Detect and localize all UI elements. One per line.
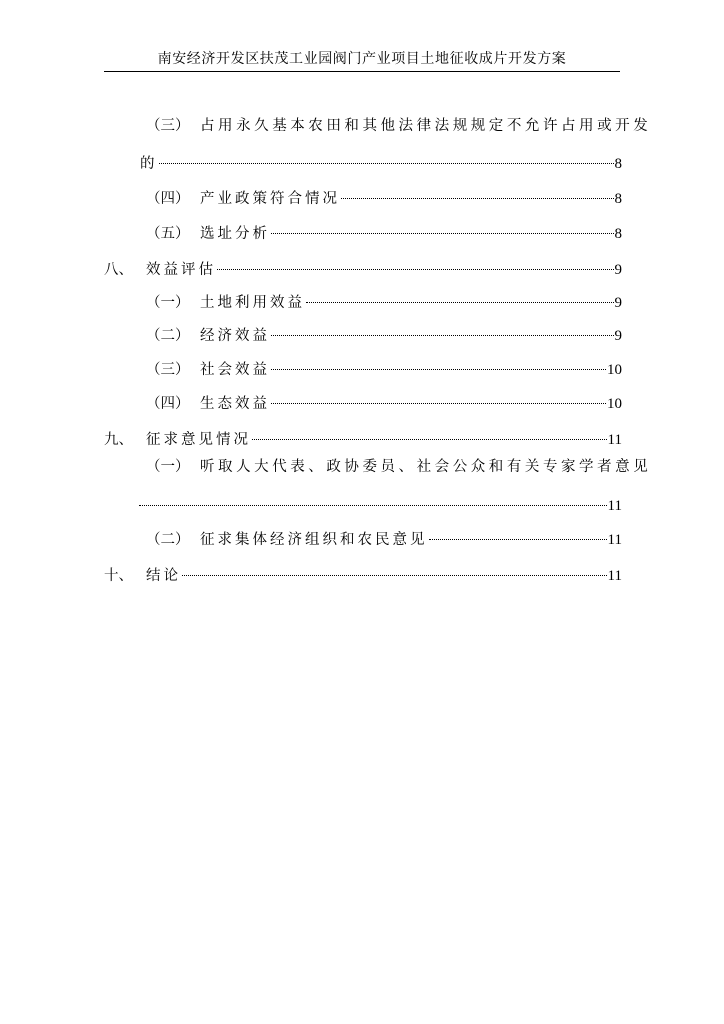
toc-entry-title: 效益评估 — [146, 262, 216, 278]
dot-leader — [271, 354, 606, 374]
toc-entry-8-3[interactable] — [146, 354, 622, 380]
toc-entry-number: 八、 — [104, 262, 133, 278]
toc-entry-7-5[interactable] — [146, 218, 622, 244]
dot-leader — [182, 560, 607, 580]
toc-page-number: 9 — [614, 295, 622, 311]
toc-entry-8-1[interactable] — [146, 287, 622, 313]
toc-entry-title-continued: 的 — [140, 156, 158, 172]
toc-page-number: 11 — [607, 568, 622, 584]
toc-page-number: 8 — [614, 226, 622, 242]
toc-entry-number: （三） — [146, 362, 190, 378]
toc-entry-10[interactable] — [104, 560, 622, 586]
toc-entry-title: 社会效益 — [200, 362, 270, 378]
toc-entry-number: （一） — [146, 459, 190, 475]
toc-entry-7-4[interactable] — [146, 183, 622, 209]
toc-entry-number: （五） — [146, 226, 190, 242]
toc-entry-title: 征求集体经济组织和农民意见 — [200, 532, 428, 548]
dot-leader — [271, 320, 614, 340]
toc-entry-number: 十、 — [104, 568, 133, 584]
toc-page-number: 9 — [614, 262, 622, 278]
toc-entry-title: 选址分析 — [200, 226, 270, 242]
dot-leader — [306, 287, 614, 307]
dot-leader — [271, 388, 606, 408]
toc-entry-number: （二） — [146, 532, 190, 548]
toc-page-number: 9 — [614, 328, 622, 344]
toc-entry-number: （二） — [146, 328, 190, 344]
toc-entry-number: （三） — [146, 118, 190, 134]
toc-entry-number: （四） — [146, 396, 190, 412]
dot-leader — [217, 254, 614, 274]
toc-page-number: 8 — [614, 191, 622, 207]
toc-entry-9-1-line2[interactable] — [138, 490, 622, 516]
toc-page-number: 8 — [614, 156, 622, 172]
dot-leader — [429, 524, 607, 544]
toc-entry-number: （一） — [146, 295, 190, 311]
toc-page-number: 10 — [607, 396, 622, 412]
toc-entry-title: 征求意见情况 — [146, 432, 251, 448]
dot-leader — [271, 218, 614, 238]
dot-leader — [341, 183, 614, 203]
toc-entry-number: 九、 — [104, 432, 133, 448]
toc-entry-9-2[interactable] — [146, 524, 622, 550]
toc-entry-8-2[interactable] — [146, 320, 622, 346]
toc-entry-7-3-line2[interactable] — [140, 148, 622, 174]
toc-entry-title: 结论 — [146, 568, 181, 584]
toc-entry-title: 占用永久基本农田和其他法律法规规定不允许占用或开发 — [200, 118, 652, 134]
toc-entry-title: 生态效益 — [200, 396, 270, 412]
toc-entry-title: 土地利用效益 — [200, 295, 305, 311]
toc-entry-title: 产业政策符合情况 — [200, 191, 340, 207]
toc-entry-number: （四） — [146, 191, 190, 207]
toc-page-number: 11 — [607, 432, 622, 448]
page-header-title: 南安经济开发区扶茂工业园阀门产业项目土地征收成片开发方案 — [157, 51, 567, 67]
toc-entry-title: 经济效益 — [200, 328, 270, 344]
toc-entry-8-4[interactable] — [146, 388, 622, 414]
toc-entry-9[interactable] — [104, 424, 622, 450]
toc-entry-9-1-line1[interactable] — [146, 457, 651, 477]
toc-page-number: 11 — [607, 498, 622, 514]
toc-entry-title: 听取人大代表、政协委员、社会公众和有关专家学者意见 — [200, 459, 652, 475]
toc-entry-7-3-line1[interactable] — [146, 116, 651, 136]
toc-entry-8[interactable] — [104, 254, 622, 280]
toc-page-number: 10 — [607, 362, 622, 378]
header-divider — [104, 71, 620, 72]
dot-leader — [139, 490, 607, 510]
dot-leader — [159, 148, 614, 168]
dot-leader — [252, 424, 607, 444]
toc-page-number: 11 — [607, 532, 622, 548]
